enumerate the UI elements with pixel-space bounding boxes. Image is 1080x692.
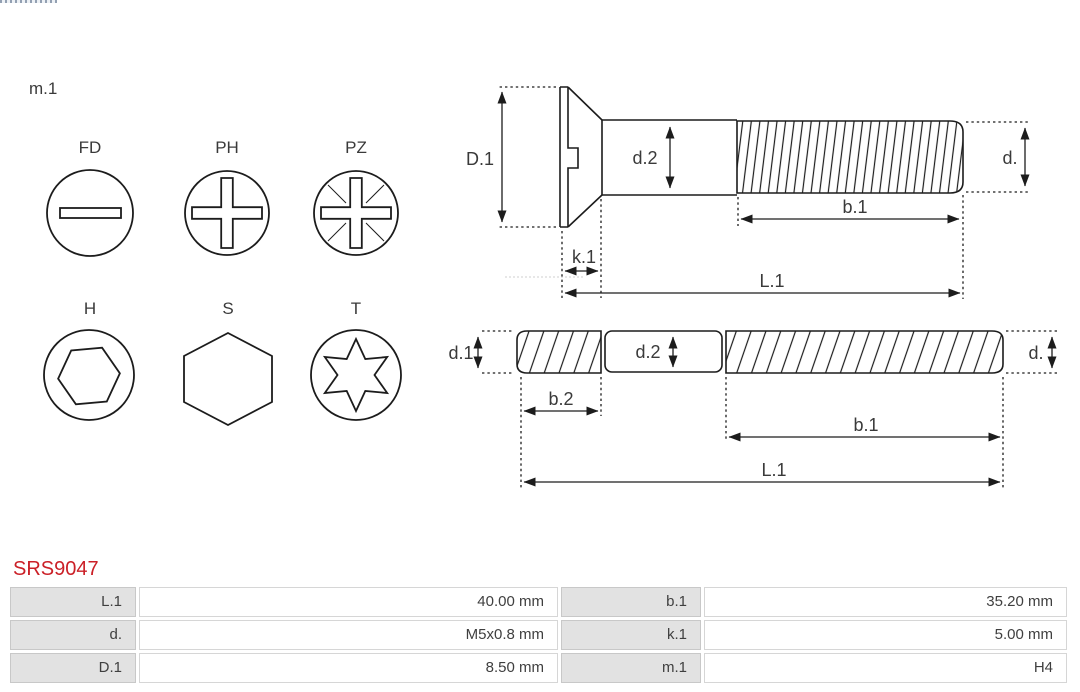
spec-label-k1: k.1 bbox=[561, 620, 701, 650]
spec-label-m1: m.1 bbox=[561, 653, 701, 683]
drive-label-h: H bbox=[83, 299, 97, 318]
drive-icon-hex-external-s bbox=[184, 299, 272, 425]
dim-label-d2-bottom: d.2 bbox=[635, 342, 661, 362]
countersunk-screw-drawing bbox=[560, 87, 963, 227]
drive-icons-panel bbox=[44, 138, 401, 425]
screw-thread-section bbox=[737, 121, 963, 193]
dim-label-k1-top: k.1 bbox=[571, 247, 597, 267]
dim-D1-top bbox=[466, 87, 556, 227]
spec-label-D1: D.1 bbox=[10, 653, 136, 683]
dim-extension-line bbox=[482, 331, 514, 373]
ph-cross bbox=[192, 178, 262, 248]
spec-value-k1: 5.00 mm bbox=[704, 620, 1067, 650]
dim-label-d1-bottom: d.1 bbox=[448, 343, 474, 363]
spec-value-b1: 35.20 mm bbox=[704, 587, 1067, 617]
drive-icon-pozidriv-pz bbox=[314, 138, 398, 255]
ph-head-circle bbox=[185, 171, 269, 255]
drive-icon-slotted-fd bbox=[47, 138, 133, 256]
h-head-circle bbox=[44, 330, 134, 420]
dim-d-bottom bbox=[1006, 331, 1058, 373]
dim-extension-line bbox=[498, 87, 556, 227]
dim-label-b2-bottom: b.2 bbox=[548, 389, 574, 409]
drive-label-fd: FD bbox=[78, 138, 102, 157]
head-face-inner-line-with-slot bbox=[568, 87, 578, 227]
dim-label-d-top: d. bbox=[1002, 148, 1018, 168]
dim-label-d2-top: d.2 bbox=[632, 148, 658, 168]
head-face-edges bbox=[560, 87, 568, 227]
h-inner-hexagon bbox=[56, 346, 122, 405]
dim-label-d-bottom: d. bbox=[1028, 343, 1044, 363]
spec-label-L1: L.1 bbox=[10, 587, 136, 617]
dim-label-L1-top: L.1 bbox=[759, 271, 785, 291]
dim-L1-bottom bbox=[524, 460, 1000, 482]
spec-value-L1: 40.00 mm bbox=[139, 587, 558, 617]
pz-diagonal-ticks bbox=[328, 185, 384, 241]
dim-label-D1-top: D.1 bbox=[465, 149, 495, 169]
m1-top-label: m.1 bbox=[29, 79, 58, 98]
dim-label-b1-top: b.1 bbox=[842, 197, 868, 217]
drive-icon-hex-socket-h bbox=[44, 299, 134, 420]
table-row bbox=[10, 653, 1067, 683]
stud-drawing bbox=[517, 331, 1003, 373]
fd-slot bbox=[60, 208, 121, 218]
s-hexagon bbox=[184, 333, 272, 425]
dim-label-b1-bottom: b.1 bbox=[853, 415, 879, 435]
spec-label-b1: b.1 bbox=[561, 587, 701, 617]
spec-value-D1: 8.50 mm bbox=[139, 653, 558, 683]
pz-head-circle bbox=[314, 171, 398, 255]
spec-table bbox=[10, 587, 1067, 686]
drive-label-pz: PZ bbox=[345, 138, 367, 157]
screw-head-outline bbox=[560, 87, 602, 227]
drive-icon-phillips-ph bbox=[185, 138, 269, 255]
stud-plain-section bbox=[605, 331, 722, 372]
spec-value-d: M5x0.8 mm bbox=[139, 620, 558, 650]
t-head-circle bbox=[311, 330, 401, 420]
spec-label-d: d. bbox=[10, 620, 136, 650]
drive-label-ph: PH bbox=[215, 138, 239, 157]
stud-right-thread-section bbox=[726, 331, 1003, 373]
dim-d2-top bbox=[632, 127, 670, 188]
dim-b2-bottom bbox=[521, 377, 601, 489]
drive-label-s: S bbox=[222, 299, 234, 318]
spec-value-m1: H4 bbox=[704, 653, 1067, 683]
dim-extension-line bbox=[966, 122, 1030, 192]
stud-left-thread-section bbox=[517, 331, 601, 373]
dim-d1-bottom bbox=[448, 331, 514, 373]
drive-label-t: T bbox=[350, 299, 362, 318]
t-star bbox=[325, 339, 387, 411]
table-row bbox=[10, 587, 1067, 617]
dim-label-L1-bottom: L.1 bbox=[761, 460, 787, 480]
head-cone-lines bbox=[568, 87, 602, 227]
drive-icon-torx-t bbox=[311, 299, 401, 420]
dim-L1-top bbox=[565, 271, 960, 293]
table-row bbox=[10, 620, 1067, 650]
dim-d-top bbox=[966, 122, 1030, 192]
part-number: SRS9047 bbox=[13, 558, 99, 580]
